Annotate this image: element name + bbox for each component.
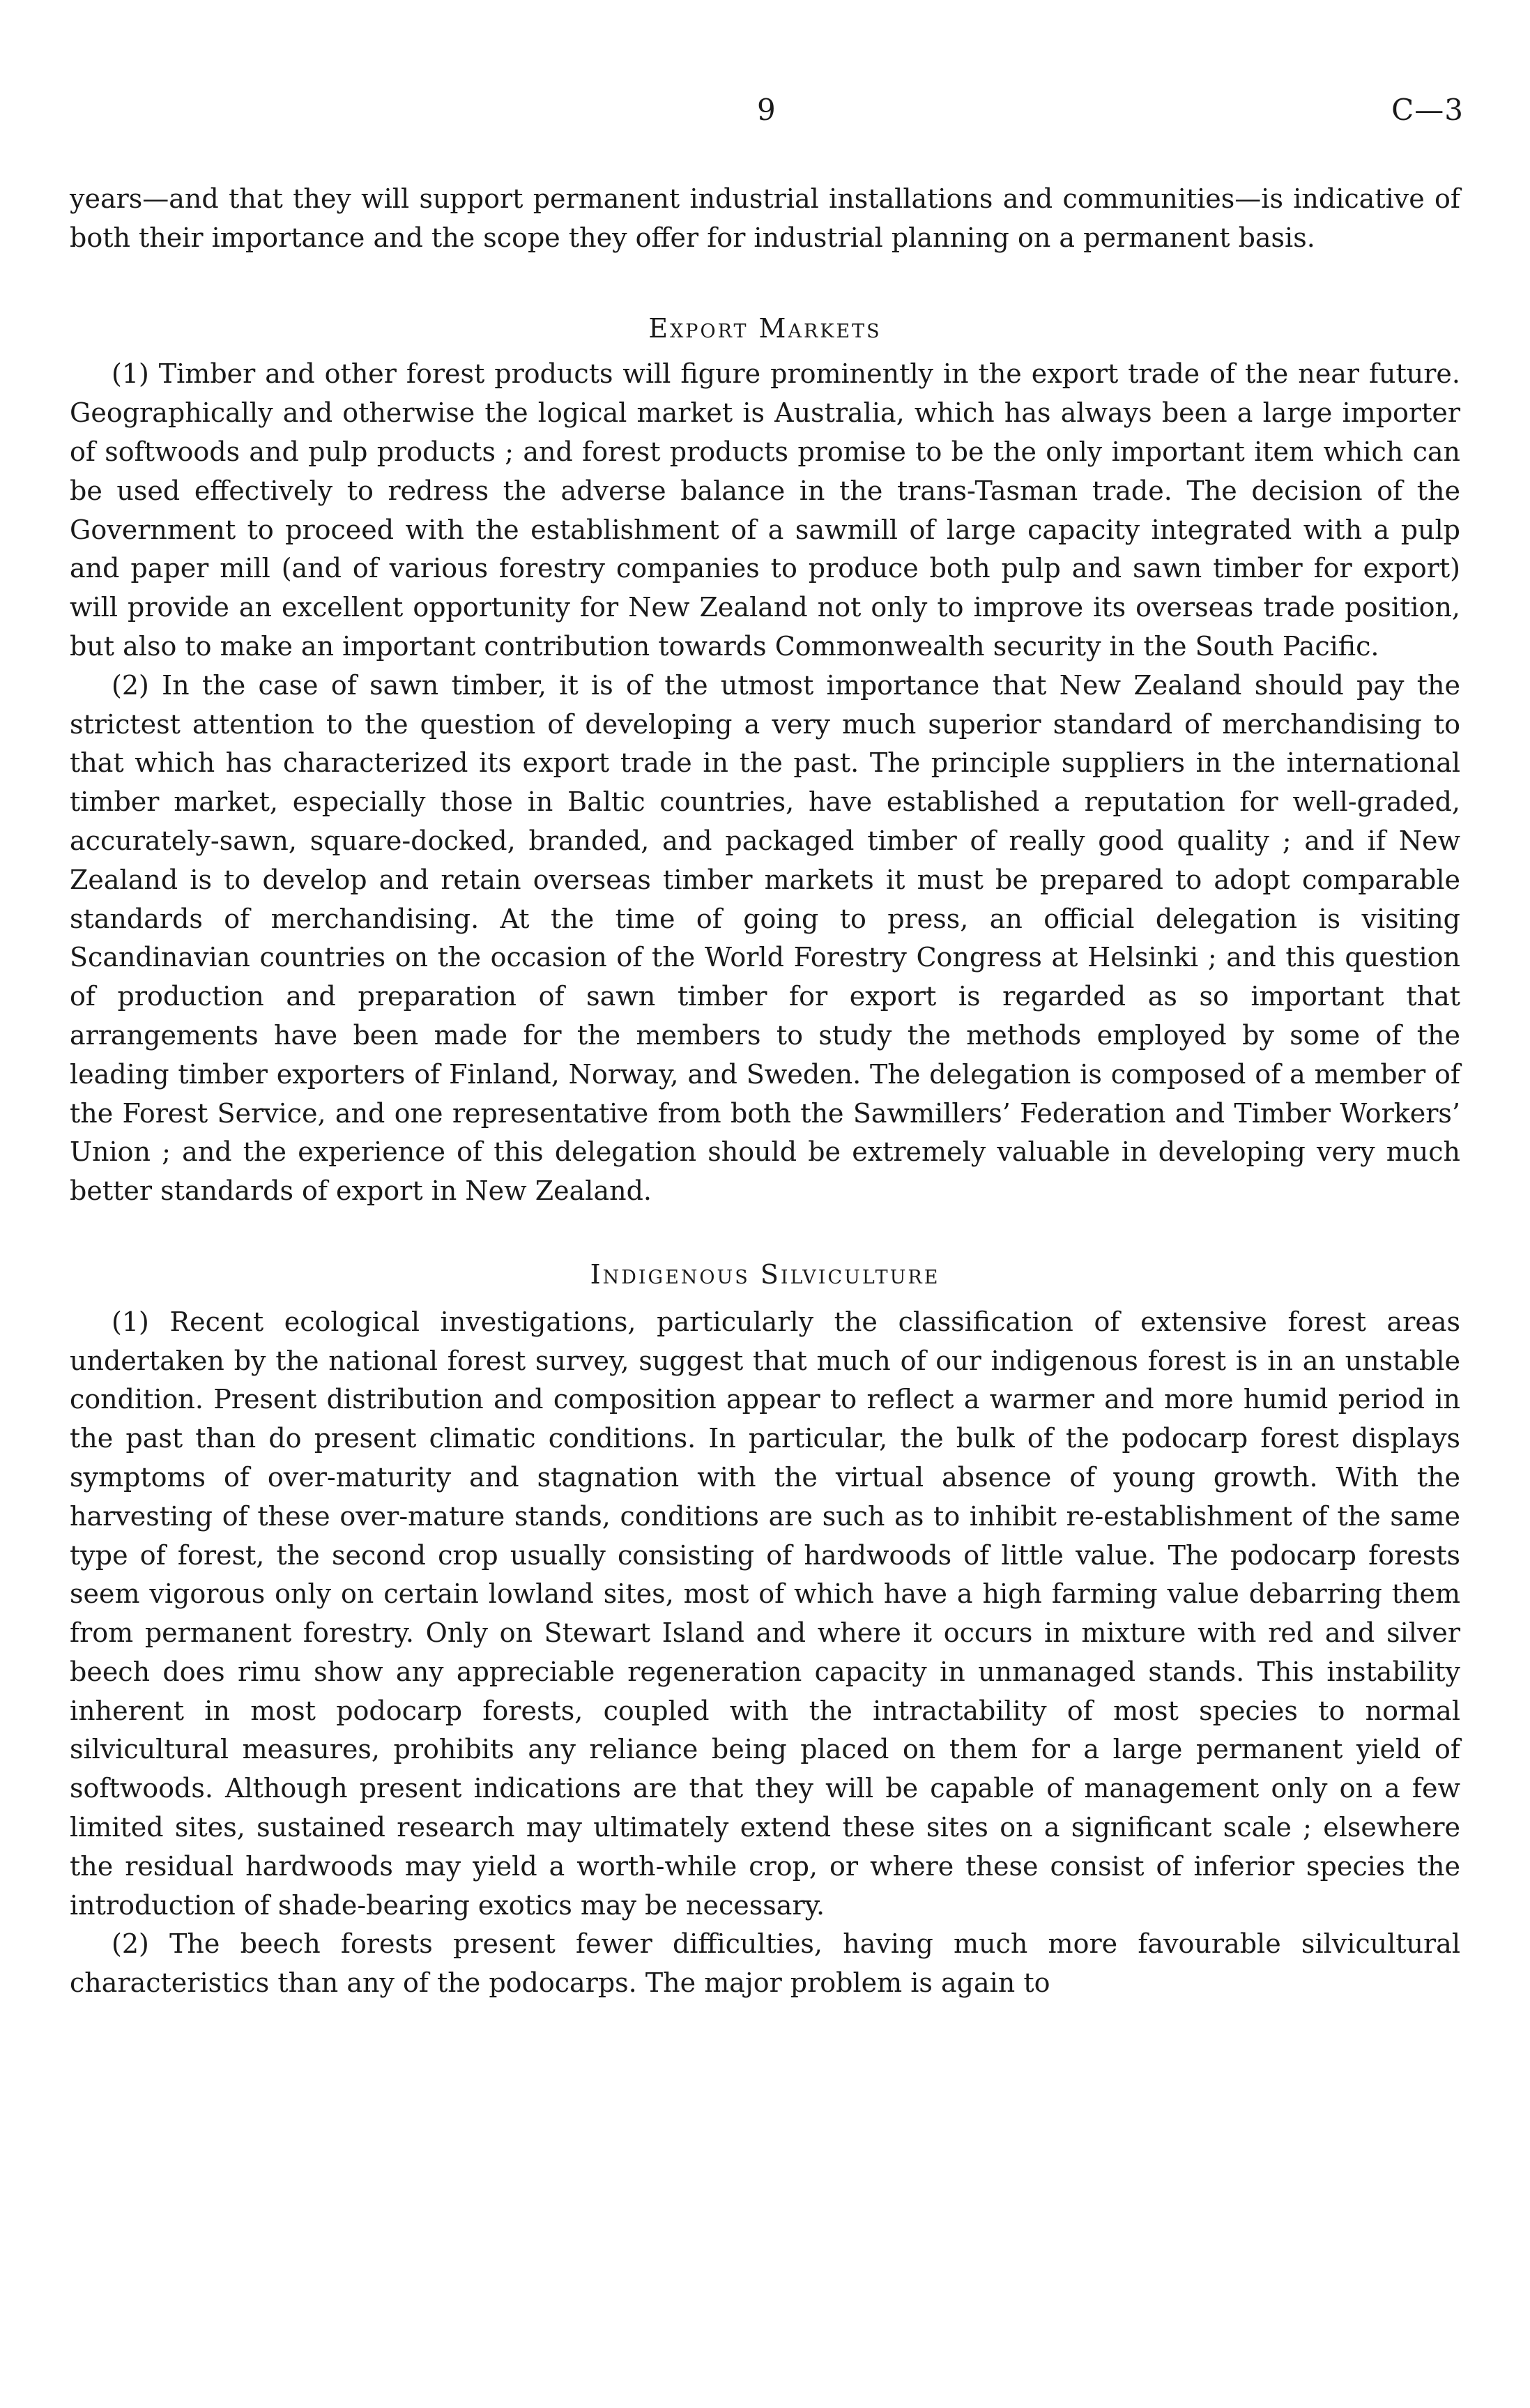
export-markets-paragraph-1: (1) Timber and other forest products will figure prominently in the export trade of the near future. Geographically and otherwise the logical market is Australia, which has always been a large importer of softwoods and pulp products ; and forest products promise to be the only important item which can be used effectively to redress the adverse balance in the trans-Tasman trade. The decision of the Government to proceed with the establishment of a sawmill of large capacity integrated with a pulp and paper mill (and of various forestry companies to produce both pulp and sawn timber for export) will provide an excellent opportunity for New Zealand not only to improve its overseas trade position, but also to make an important contribution towards Commonwealth security in the South Pacific. bbox=[70, 358, 1460, 662]
export-markets-paragraph-2: (2) In the case of sawn timber, it is of the utmost importance that New Zealand should pay the strictest attention to the question of developing a very much superior standard of merchandising to that which has characterized its export trade in the past. The principle suppliers in the international timber market, especially those in Baltic countries, have established a reputation for well-graded, accurately-sawn, square-docked, branded, and packaged timber of really good quality ; and if New Zealand is to develop and retain overseas timber markets it must be prepared to adopt comparable standards of merchandising. At the time of going to press, an official delegation is visiting Scandinavian countries on the occasion of the World Forestry Congress at Helsinki ; and this question of production and preparation of sawn timber for export is regarded as so important that arrangements have been made for the members to study the methods employed by some of the leading timber exporters of Finland, Norway, and Sweden. The delegation is composed of a member of the Forest Service, and one representative from both the Sawmillers’ Federation and Timber Workers’ Union ; and the experience of this delegation should be extremely valuable in developing very much better standards of export in New Zealand. bbox=[70, 669, 1460, 1207]
section-export-markets bbox=[70, 310, 1460, 1211]
section-heading-indigenous-silviculture: Indigenous Silviculture bbox=[590, 1258, 940, 1290]
section-heading-export-markets: Export Markets bbox=[648, 312, 882, 344]
page-body bbox=[70, 180, 1460, 2003]
indigenous-silviculture-paragraph-2: (2) The beech forests present fewer difficulties, having much more favourable silvicultural characteristics than any of the podocarps. The major problem is again to bbox=[70, 1928, 1460, 1999]
continuation-paragraph: years—and that they will support permanent industrial installations and communities—is indicative of both their importance and the scope they offer for industrial planning on a permanent basis. bbox=[70, 183, 1460, 253]
section-indigenous-silviculture bbox=[70, 1256, 1460, 2003]
page-number: 9 bbox=[757, 93, 776, 127]
page-header bbox=[0, 89, 1530, 131]
indigenous-silviculture-paragraph-1: (1) Recent ecological investigations, particularly the classification of extensive forest areas undertaken by the national forest survey, suggest that much of our indigenous forest is in an unstable condition. Present distribution and composition appear to reflect a warmer and more humid period in the past than do present climatic conditions. In particular, the bulk of the podocarp forest displays symptoms of over-maturity and stagnation with the virtual absence of young growth. With the harvesting of these over-mature stands, conditions are such as to inhibit re-establishment of the same type of forest, the second crop usually consisting of hardwoods of little value. The podocarp forests seem vigorous only on certain lowland sites, most of which have a high farming value debarring them from permanent forestry. Only on Stewart Island and where it occurs in mixture with red and silver beech does rimu show any appreciable regeneration capacity in unmanaged stands. This instability inherent in most podocarp forests, coupled with the intractability of most species to normal silvicultural measures, prohibits any reliance being placed on them for a large permanent yield of softwoods. Although present indications are that they will be capable of management only on a few limited sites, sustained research may ultimately extend these sites on a significant scale ; elsewhere the residual hardwoods may yield a worth-while crop, or where these consist of inferior species the introduction of shade-bearing exotics may be necessary. bbox=[70, 1306, 1460, 1921]
document-reference: C—3 bbox=[1391, 93, 1464, 127]
